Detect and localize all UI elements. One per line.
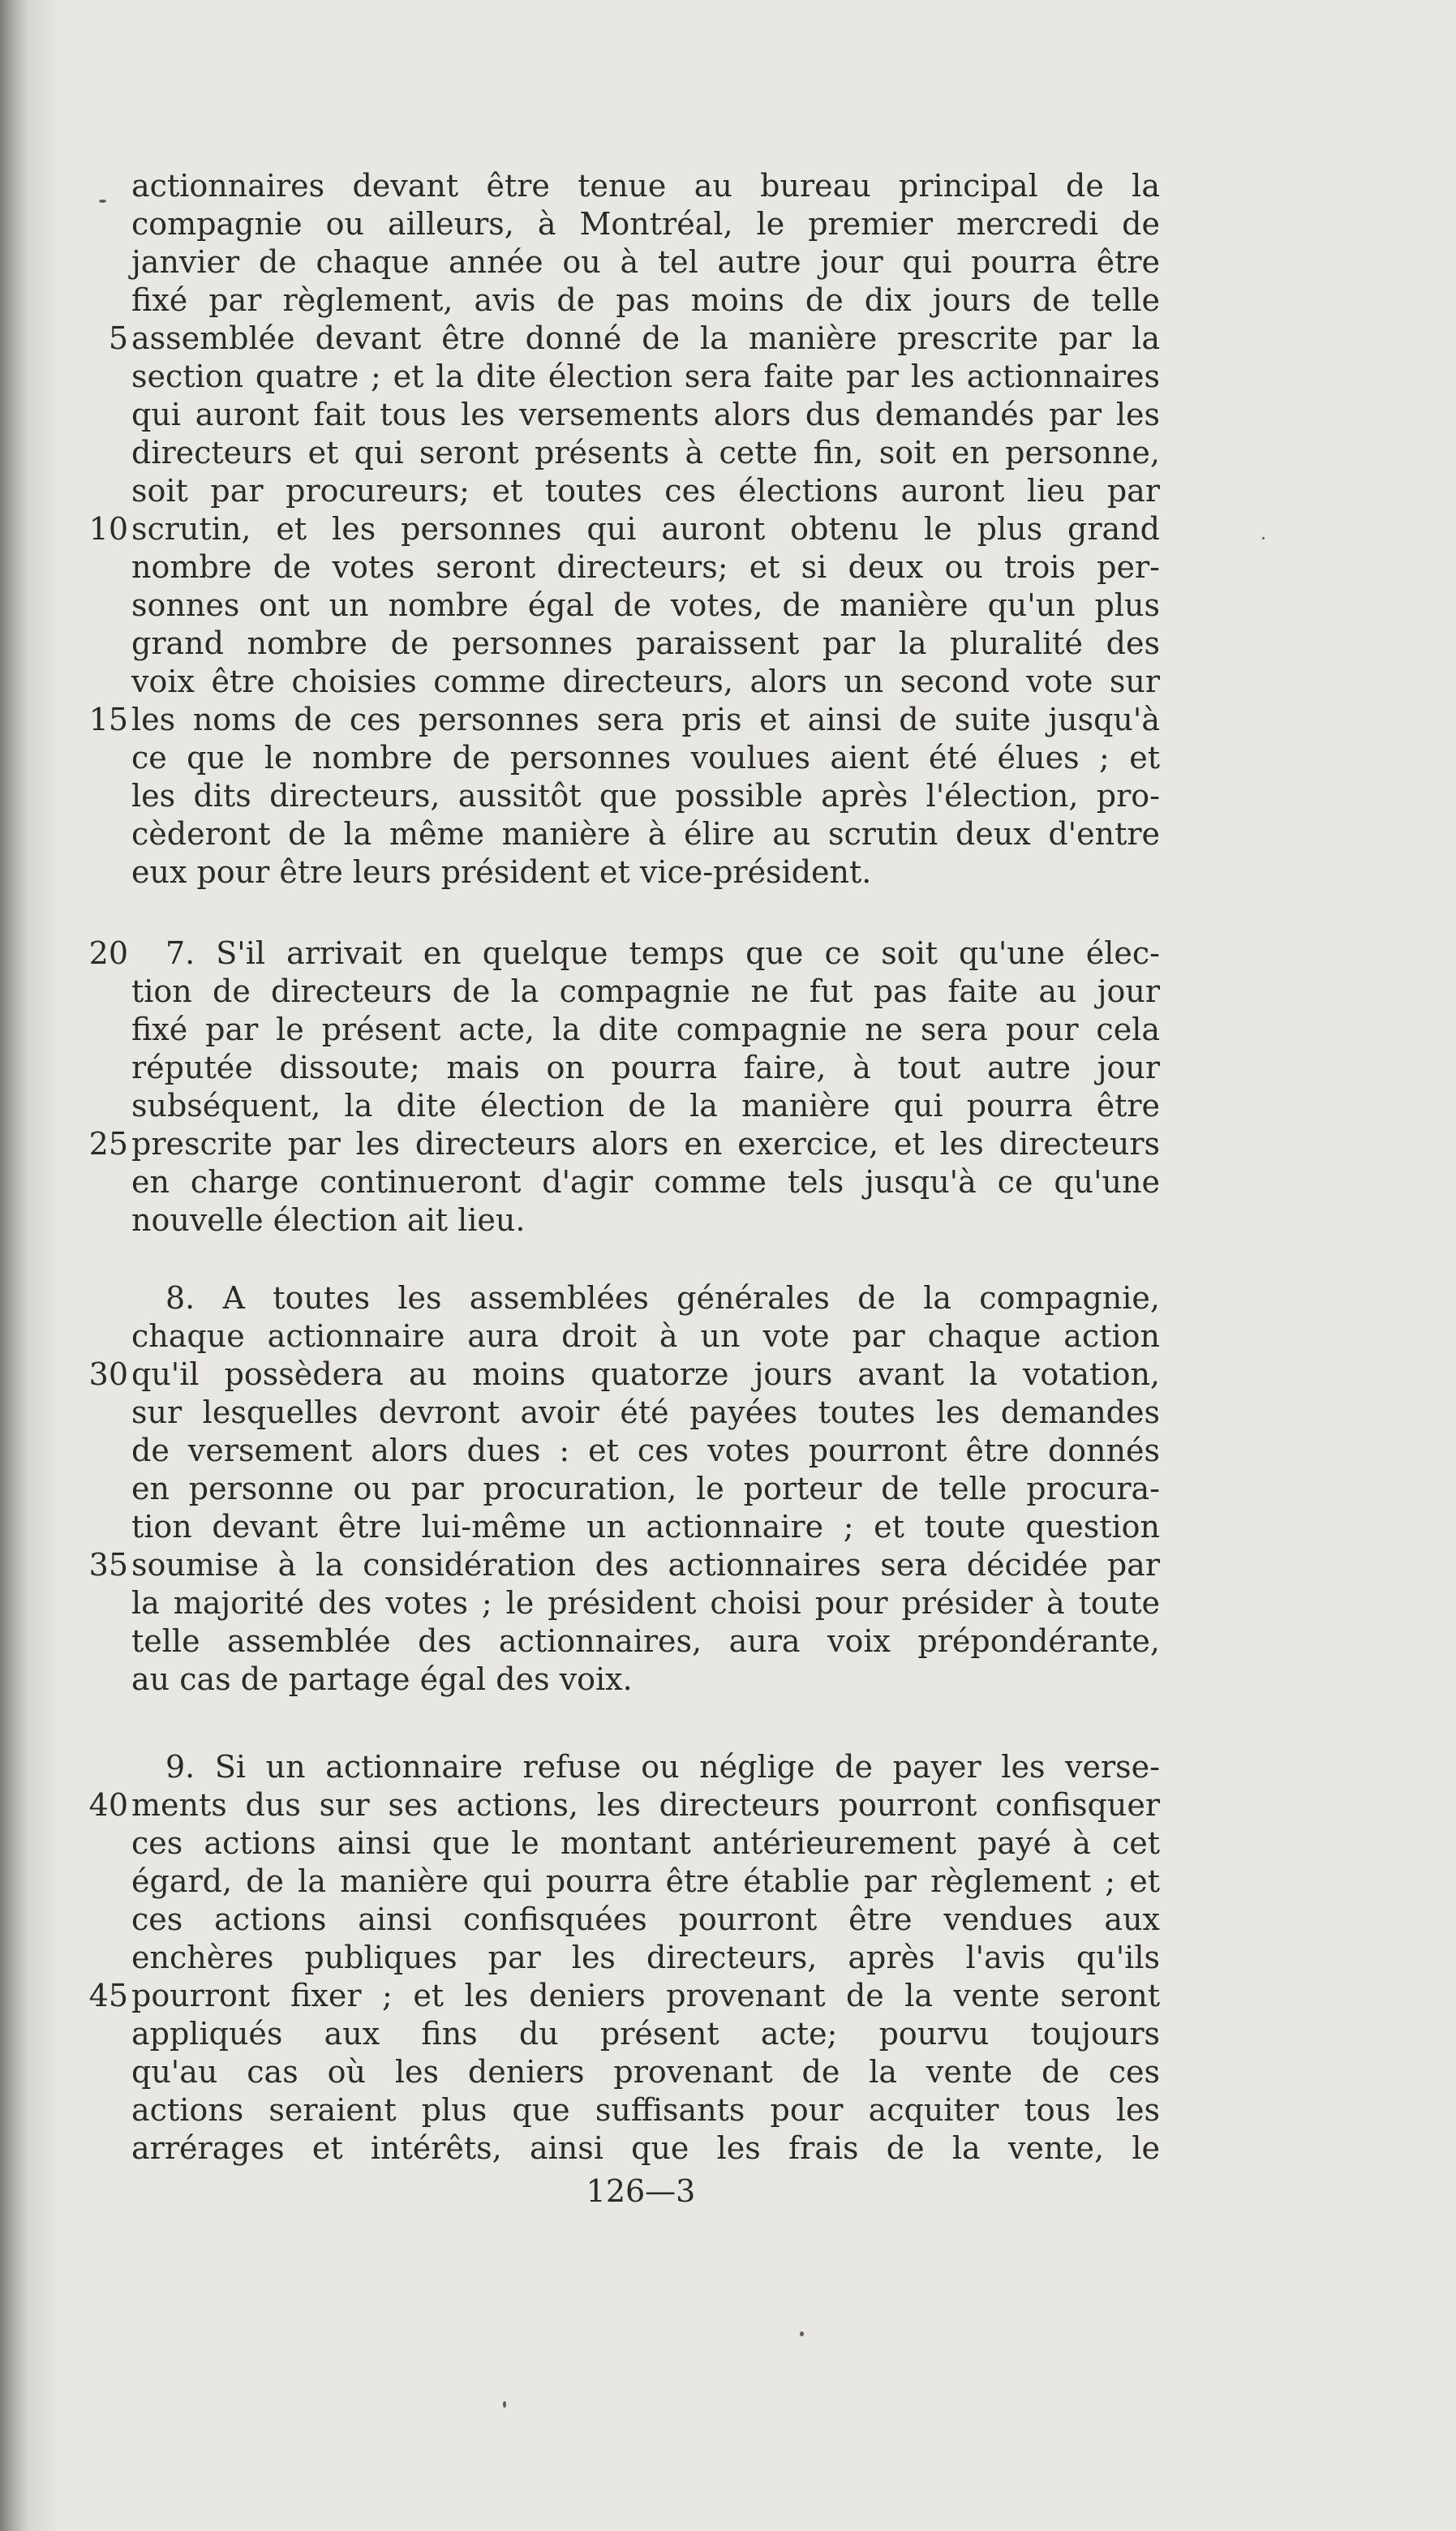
text-line: ce que le nombre de personnes voulues aient été élues ; et — [131, 740, 1160, 776]
section-7-first-line: 7. S'il arrivait en quelque temps que ce soit qu'une élec- — [165, 935, 1160, 971]
text-line: au cas de partage égal des voix. — [131, 1661, 633, 1697]
text-line: telle assemblée des actionnaires, aura voix prépondérante, — [131, 1623, 1160, 1659]
text-line: qu'il possèdera au moins quatorze jours avant la votation, — [131, 1356, 1160, 1392]
text-line: en charge continueront d'agir comme tels jusqu'à ce qu'une — [131, 1164, 1160, 1200]
text-line: fixé par le présent acte, la dite compagnie ne sera pour cela — [131, 1012, 1160, 1047]
text-line: nouvelle élection ait lieu. — [131, 1202, 526, 1238]
text-line: actions seraient plus que suffisants pour acquiter tous les — [131, 2092, 1160, 2128]
text-line: enchères publiques par les directeurs, après l'avis qu'ils — [131, 1940, 1160, 1975]
text-line: tion de directeurs de la compagnie ne fut pas faite au jour — [131, 973, 1160, 1009]
text-line: en personne ou par procuration, le porteur de telle procura- — [131, 1471, 1160, 1506]
text-line: janvier de chaque année ou à tel autre jour qui pourra être — [131, 244, 1160, 280]
text-line: eux pour être leurs président et vice-président. — [131, 854, 872, 890]
paper-speck — [1262, 537, 1265, 539]
text-line: ments dus sur ses actions, les directeurs pourront confisquer — [131, 1787, 1160, 1823]
paper-speck — [99, 200, 106, 203]
text-line: subséquent, la dite élection de la manière qui pourra être — [131, 1088, 1160, 1124]
text-line: scrutin, et les personnes qui auront obtenu le plus grand — [131, 511, 1160, 547]
signature-mark: 126—3 — [586, 2173, 696, 2209]
text-line: soumise à la considération des actionnaires sera décidée par — [131, 1547, 1160, 1583]
text-line: sur lesquelles devront avoir été payées toutes les demandes — [131, 1394, 1160, 1430]
text-line: ces actions ainsi que le montant antérieurement payé à cet — [131, 1825, 1160, 1861]
line-number: 30 — [88, 1356, 128, 1392]
text-line: prescrite par les directeurs alors en exercice, et les directeurs — [131, 1126, 1160, 1162]
text-line: qui auront fait tous les versements alors dus demandés par les — [131, 397, 1160, 432]
line-number: 40 — [88, 1787, 128, 1823]
text-line: soit par procureurs; et toutes ces élections auront lieu par — [131, 473, 1160, 509]
text-line: réputée dissoute; mais on pourra faire, à tout autre jour — [131, 1050, 1160, 1085]
text-line: qu'au cas où les deniers provenant de la vente de ces — [131, 2054, 1160, 2090]
text-line: voix être choisies comme directeurs, alors un second vote sur — [131, 664, 1160, 699]
section-9-first-line: 9. Si un actionnaire refuse ou néglige de payer les verse- — [165, 1749, 1160, 1785]
text-line: de versement alors dues : et ces votes pourront être donnés — [131, 1433, 1160, 1468]
line-number: 25 — [88, 1126, 128, 1162]
text-line: la majorité des votes ; le président choisi pour présider à toute — [131, 1585, 1160, 1621]
paper-speck — [800, 2331, 804, 2336]
line-number: 45 — [88, 1978, 128, 2013]
text-line: section quatre ; et la dite élection sera faite par les actionnaires — [131, 359, 1160, 394]
text-line: appliqués aux fins du présent acte; pourvu toujours — [131, 2016, 1160, 2052]
line-number: 5 — [108, 320, 128, 356]
text-line: assemblée devant être donné de la manière prescrite par la — [131, 320, 1160, 356]
text-line: cèderont de la même manière à élire au scrutin deux d'entre — [131, 816, 1160, 852]
text-line: arrérages et intérêts, ainsi que les frais de la vente, le — [131, 2130, 1160, 2166]
line-number: 20 — [88, 935, 128, 971]
text-line: ces actions ainsi confisquées pourront être vendues aux — [131, 1901, 1160, 1937]
text-line: directeurs et qui seront présents à cette fin, soit en personne, — [131, 435, 1160, 471]
text-line: tion devant être lui-même un actionnaire ; et toute question — [131, 1509, 1160, 1545]
text-line: nombre de votes seront directeurs; et si deux ou trois per- — [131, 549, 1160, 585]
text-line: égard, de la manière qui pourra être établie par règlement ; et — [131, 1863, 1160, 1899]
text-line: actionnaires devant être tenue au bureau principal de la — [131, 168, 1160, 204]
line-number: 10 — [88, 511, 128, 547]
text-line: fixé par règlement, avis de pas moins de dix jours de telle — [131, 282, 1160, 318]
paper-speck — [503, 2401, 506, 2408]
section-8-first-line: 8. A toutes les assemblées générales de la compagnie, — [165, 1280, 1160, 1316]
text-line: sonnes ont un nombre égal de votes, de manière qu'un plus — [131, 587, 1160, 623]
text-line: chaque actionnaire aura droit à un vote par chaque action — [131, 1318, 1160, 1354]
text-line: pourront fixer ; et les deniers provenant de la vente seront — [131, 1978, 1160, 2013]
line-number: 15 — [88, 702, 128, 737]
text-line: les noms de ces personnes sera pris et ainsi de suite jusqu'à — [131, 702, 1160, 737]
text-line: les dits directeurs, aussitôt que possible après l'élection, pro- — [131, 778, 1160, 814]
text-line: grand nombre de personnes paraissent par la pluralité des — [131, 625, 1160, 661]
line-number: 35 — [88, 1547, 128, 1583]
text-line: compagnie ou ailleurs, à Montréal, le premier mercredi de — [131, 206, 1160, 242]
